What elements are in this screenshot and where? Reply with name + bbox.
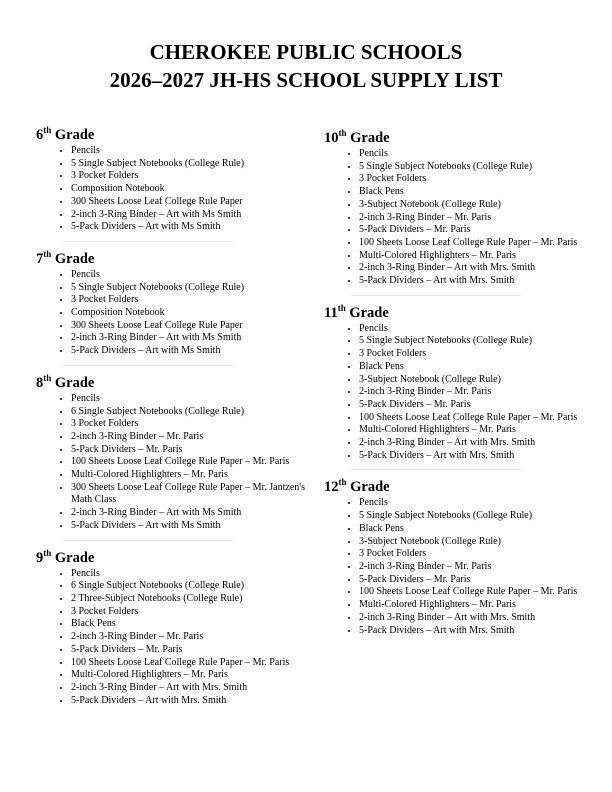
supply-item: • 3 Pocket Folders: [359, 548, 594, 561]
grade-word: Grade: [349, 304, 389, 321]
grade-heading: [324, 129, 594, 147]
grade-word: Grade: [54, 127, 95, 143]
grade-section: [36, 374, 306, 533]
supply-item: • Black Pens: [71, 618, 306, 631]
supply-item: • 5 Single Subject Notebooks (College Rule): [71, 282, 306, 295]
supply-item: • 3 Pocket Folders: [359, 173, 594, 186]
section-divider: [351, 469, 521, 470]
supply-item: • 2-inch 3-Ring Binder – Art with Mrs. Smith: [359, 437, 594, 450]
supply-item: • 100 Sheets Loose Leaf College Rule Paper – Mr. Paris: [359, 412, 594, 425]
supply-item: • Pencils: [71, 145, 306, 158]
supply-item: • 3-Subject Notebook (College Rule): [359, 374, 594, 387]
supply-item: • 300 Sheets Loose Leaf College Rule Paper – Mr. Jantzen's Math Class: [71, 482, 306, 507]
supply-item: • 2-inch 3-Ring Binder – Art with Ms Smith: [71, 209, 306, 222]
supply-item: • 3 Pocket Folders: [71, 606, 306, 619]
supply-item: • 2-inch 3-Ring Binder – Mr. Paris: [359, 386, 594, 399]
supply-item: • 3-Subject Notebook (College Rule): [359, 536, 594, 549]
supply-item: • 100 Sheets Loose Leaf College Rule Paper – Mr. Paris: [359, 237, 594, 250]
grade-section: [36, 549, 306, 708]
supply-item: • 5-Pack Dividers – Mr. Paris: [359, 224, 594, 237]
supply-list: [324, 497, 594, 637]
title-line-1: CHEROKEE PUBLIC SCHOOLS: [149, 40, 463, 64]
grade-suffix: th: [43, 373, 52, 384]
section-divider: [63, 365, 233, 366]
grade-heading: [36, 250, 306, 268]
supply-item: • Pencils: [71, 393, 306, 406]
grade-number: 6: [36, 127, 44, 143]
supply-list: [324, 323, 594, 463]
supply-item: • 5-Pack Dividers – Mr. Paris: [359, 574, 594, 587]
supply-item: • 300 Sheets Loose Leaf College Rule Paper: [71, 196, 306, 209]
supply-list: [36, 568, 306, 708]
supply-item: • 5-Pack Dividers – Art with Mrs. Smith: [359, 450, 594, 463]
supply-item: • 3 Pocket Folders: [71, 170, 306, 183]
supply-item: • 5-Pack Dividers – Art with Mrs. Smith: [359, 275, 594, 288]
grade-heading: [36, 549, 306, 567]
grade-suffix: th: [43, 125, 52, 136]
grade-suffix: th: [43, 547, 52, 558]
supply-item: • Multi-Colored Highlighters – Mr. Paris: [71, 469, 306, 482]
grade-number: 8: [36, 374, 44, 391]
supply-item: • 5-Pack Dividers – Art with Ms Smith: [71, 221, 306, 234]
supply-item: • 3 Pocket Folders: [71, 418, 306, 431]
supply-item: • 2-inch 3-Ring Binder – Art with Mrs. Smith: [359, 262, 594, 275]
supply-item: • Multi-Colored Highlighters – Mr. Paris: [359, 250, 594, 263]
supply-item: • 5-Pack Dividers – Mr. Paris: [71, 644, 306, 657]
supply-list: [36, 269, 306, 358]
supply-item: • Pencils: [71, 269, 306, 282]
grade-word: Grade: [54, 374, 95, 391]
supply-item: • Multi-Colored Highlighters – Mr. Paris: [71, 669, 306, 682]
supply-item: • Black Pens: [359, 186, 594, 199]
right-column: [324, 129, 594, 637]
supply-item: • 5 Single Subject Notebooks (College Rule): [359, 335, 594, 348]
grade-number: 9: [36, 549, 44, 566]
supply-item: • 2-inch 3-Ring Binder – Art with Mrs. Smith: [359, 612, 594, 625]
supply-item: • Pencils: [359, 497, 594, 510]
grade-number: 12: [324, 479, 339, 496]
supply-item: • 2-inch 3-Ring Binder – Art with Ms Smith: [71, 332, 306, 345]
grade-heading: [324, 478, 594, 496]
grade-section: [324, 129, 594, 288]
grade-suffix: th: [338, 128, 347, 139]
supply-item: • 5-Pack Dividers – Art with Mrs. Smith: [71, 695, 306, 708]
supply-item: • 5-Pack Dividers – Art with Ms Smith: [71, 345, 306, 358]
section-divider: [63, 241, 233, 242]
supply-list: [36, 145, 306, 234]
grade-heading: [324, 304, 594, 322]
grade-section: [324, 304, 594, 463]
supply-item: • 6 Single Subject Notebooks (College Rule): [71, 406, 306, 419]
grade-heading: [36, 126, 306, 144]
supply-item: • 5-Pack Dividers – Mr. Paris: [359, 399, 594, 412]
page-title: [0, 38, 612, 94]
supply-item: • Composition Notebook: [71, 307, 306, 320]
supply-item: • 5-Pack Dividers – Mr. Paris: [71, 444, 306, 457]
grade-section: [324, 478, 594, 637]
supply-item: • 2-inch 3-Ring Binder – Mr. Paris: [359, 561, 594, 574]
grade-number: 10: [324, 130, 339, 146]
supply-item: • 3 Pocket Folders: [71, 294, 306, 307]
section-divider: [63, 540, 233, 541]
grade-heading: [36, 374, 306, 392]
grade-number: 11: [324, 304, 338, 321]
supply-item: • Multi-Colored Highlighters – Mr. Paris: [359, 424, 594, 437]
supply-list: [324, 148, 594, 288]
supply-item: • 6 Single Subject Notebooks (College Rule): [71, 580, 306, 593]
supply-item: • Black Pens: [359, 523, 594, 536]
grade-suffix: th: [337, 302, 346, 313]
grade-word: Grade: [54, 549, 95, 566]
grade-word: Grade: [54, 250, 95, 267]
supply-item: • Pencils: [359, 148, 594, 161]
supply-item: • 100 Sheets Loose Leaf College Rule Paper – Mr. Paris: [71, 456, 306, 469]
supply-item: • 5 Single Subject Notebooks (College Rule): [359, 161, 594, 174]
grade-section: [36, 250, 306, 358]
supply-item: • Pencils: [359, 323, 594, 336]
supply-item: • 3-Subject Notebook (College Rule): [359, 199, 594, 212]
supply-item: • 100 Sheets Loose Leaf College Rule Paper – Mr. Paris: [359, 586, 594, 599]
supply-item: • 2-inch 3-Ring Binder – Art with Mrs. Smith: [71, 682, 306, 695]
supply-item: • 100 Sheets Loose Leaf College Rule Paper – Mr. Paris: [71, 657, 306, 670]
supply-item: • 2 Three-Subject Notebooks (College Rule): [71, 593, 306, 606]
supply-item: • 5-Pack Dividers – Art with Ms Smith: [71, 520, 306, 533]
grade-word: Grade: [350, 130, 390, 146]
supply-item: • 2-inch 3-Ring Binder – Art with Ms Smith: [71, 507, 306, 520]
supply-item: • 300 Sheets Loose Leaf College Rule Paper: [71, 320, 306, 333]
grade-word: Grade: [350, 479, 390, 496]
grade-number: 7: [36, 250, 44, 267]
supply-item: • 2-inch 3-Ring Binder – Mr. Paris: [71, 431, 306, 444]
title-line-2: 2026–2027 JH-HS SCHOOL SUPPLY LIST: [109, 68, 503, 92]
supply-item: • 5 Single Subject Notebooks (College Rule): [359, 510, 594, 523]
supply-item: • 5 Single Subject Notebooks (College Rule): [71, 158, 306, 171]
left-column: [36, 126, 306, 707]
grade-section: [36, 126, 306, 234]
supply-item: • 2-inch 3-Ring Binder – Mr. Paris: [359, 212, 594, 225]
supply-item: • 2-inch 3-Ring Binder – Mr. Paris: [71, 631, 306, 644]
section-divider: [351, 295, 521, 296]
grade-suffix: th: [338, 477, 347, 488]
grade-suffix: th: [43, 249, 52, 260]
supply-item: • Composition Notebook: [71, 183, 306, 196]
supply-list: [36, 393, 306, 533]
supply-item: • Multi-Colored Highlighters – Mr. Paris: [359, 599, 594, 612]
supply-item: • 5-Pack Dividers – Art with Mrs. Smith: [359, 625, 594, 638]
supply-item: • 3 Pocket Folders: [359, 348, 594, 361]
supply-item: • Pencils: [71, 568, 306, 581]
supply-item: • Black Pens: [359, 361, 594, 374]
